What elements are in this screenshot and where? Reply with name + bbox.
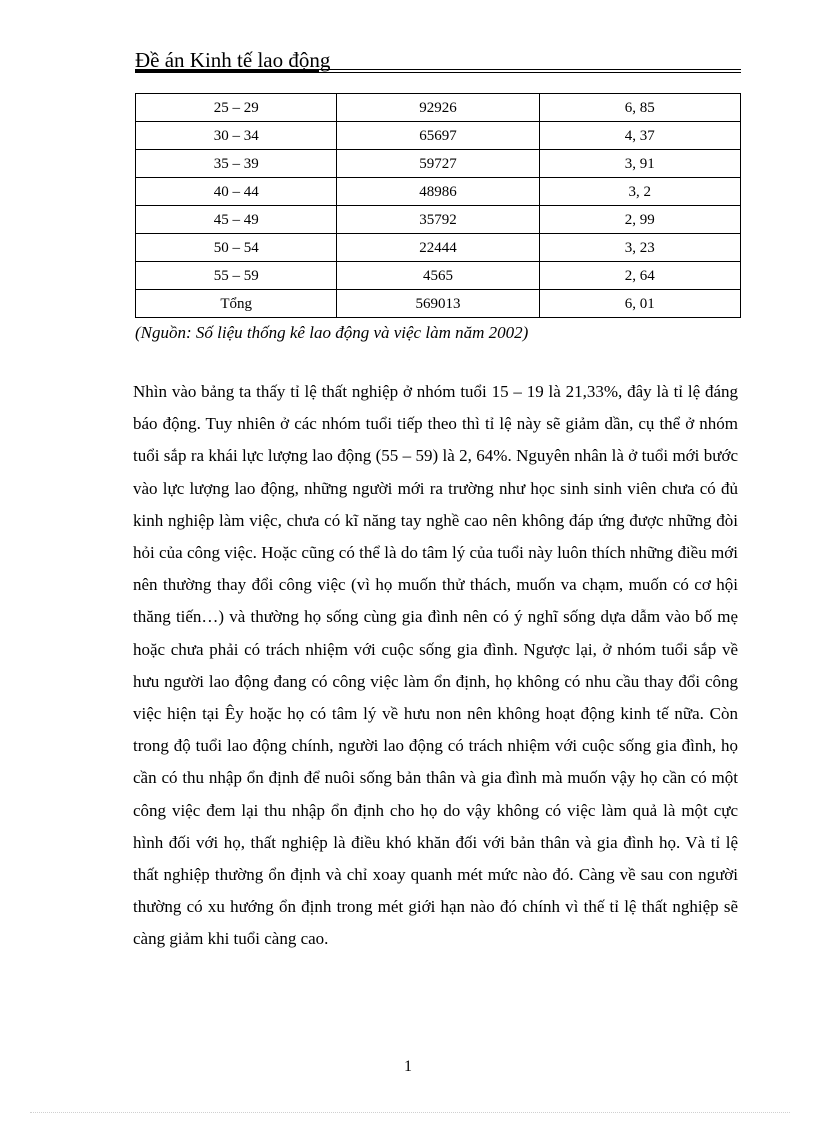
table-row — [136, 178, 741, 206]
age-group-cell: 50 – 54 — [136, 234, 337, 262]
page-number: 1 — [404, 1058, 412, 1075]
unemployed-count-cell: 48986 — [337, 178, 539, 206]
unemployment-table — [135, 93, 741, 318]
table-row — [136, 206, 741, 234]
header-rule-top — [135, 69, 741, 70]
age-group-cell: 25 – 29 — [136, 94, 337, 122]
age-group-cell: 45 – 49 — [136, 206, 337, 234]
unemployment-rate-cell: 2, 64 — [539, 262, 740, 290]
table-row — [136, 234, 741, 262]
unemployed-count-cell: 22444 — [337, 234, 539, 262]
table-row — [136, 122, 741, 150]
unemployed-count-cell: 59727 — [337, 150, 539, 178]
unemployment-rate-cell: 2, 99 — [539, 206, 740, 234]
unemployed-count-cell: 92926 — [337, 94, 539, 122]
age-group-cell: 55 – 59 — [136, 262, 337, 290]
unemployed-count-cell: 4565 — [337, 262, 539, 290]
unemployed-count-cell: 569013 — [337, 290, 539, 318]
header-rule-bottom — [135, 72, 741, 73]
document-header-title: Đề án Kinh tế lao động — [135, 48, 331, 72]
unemployed-count-cell: 35792 — [337, 206, 539, 234]
unemployment-table-body — [136, 94, 741, 318]
table-row — [136, 150, 741, 178]
unemployment-rate-cell: 6, 85 — [539, 94, 740, 122]
age-group-cell: Tổng — [136, 290, 337, 318]
unemployment-rate-cell: 3, 23 — [539, 234, 740, 262]
unemployment-rate-cell: 4, 37 — [539, 122, 740, 150]
unemployment-rate-cell: 3, 91 — [539, 150, 740, 178]
unemployed-count-cell: 65697 — [337, 122, 539, 150]
footer-divider — [30, 1112, 790, 1113]
age-group-cell: 40 – 44 — [136, 178, 337, 206]
table-row — [136, 262, 741, 290]
table-row — [136, 290, 741, 318]
unemployment-rate-cell: 3, 2 — [539, 178, 740, 206]
age-group-cell: 35 – 39 — [136, 150, 337, 178]
source-note: (Nguồn: Số liệu thống kê lao động và việc làm năm 2002) — [135, 323, 529, 342]
body-paragraph: Nhìn vào bảng ta thấy tỉ lệ thất nghiệp ở nhóm tuổi 15 – 19 là 21,33%, đây là tỉ lệ đáng báo động. Tuy nhiên ở các nhóm tuổi tiếp theo thì tỉ lệ này sẽ giảm dần, cụ thể ở nhóm tuổi sắp ra khái lực lượng lao động (55 – 59) là 2, 64%. Nguyên nhân là ở tuổi mới bước vào lực lượng lao động, những người mới ra trường như học sinh sinh viên chưa có đủ kinh nghiệp làm việc, chưa có kĩ năng tay nghề cao nên không đáp ứng được những đòi hỏi của công việc. Hoặc cũng có thể là do tâm lý của tuổi này luôn thích những điều mới nên thường thay đổi công việc (vì họ muốn thử thách, muốn va chạm, muốn có cơ hội thăng tiến…) và thường họ sống cùng gia đình nên có ý nghĩ sống dựa dẫm vào bố mẹ hoặc chưa phải có trách nhiệm với cuộc sống gia đình. Ngược lại, ở nhóm tuổi sắp về hưu người lao động đang có công việc làm ổn định, họ không có nhu cầu thay đổi công việc hiện tại Êy hoặc họ có tâm lý về hưu non nên không hoạt động kinh tế nữa. Còn trong độ tuổi lao động chính, người lao động có trách nhiệm với cuộc sống gia đình, họ cần có thu nhập ổn định để nuôi sống bản thân và gia đình mà muốn vậy họ cần có một công việc đem lại thu nhập ổn định cho họ do vậy không có việc làm quả là một cực hình đối với họ, thất nghiệp là điều khó khăn đối với bản thân và gia đình họ. Và tỉ lệ thất nghiệp thường ổn định và chỉ xoay quanh mét mức nào đó. Càng về sau con người thường có xu hướng ổn định trong mét giới hạn nào đó chính vì thế tỉ lệ thất nghiệp sẽ càng giảm khi tuổi càng cao. — [133, 382, 738, 949]
unemployment-rate-cell: 6, 01 — [539, 290, 740, 318]
table-row — [136, 94, 741, 122]
age-group-cell: 30 – 34 — [136, 122, 337, 150]
